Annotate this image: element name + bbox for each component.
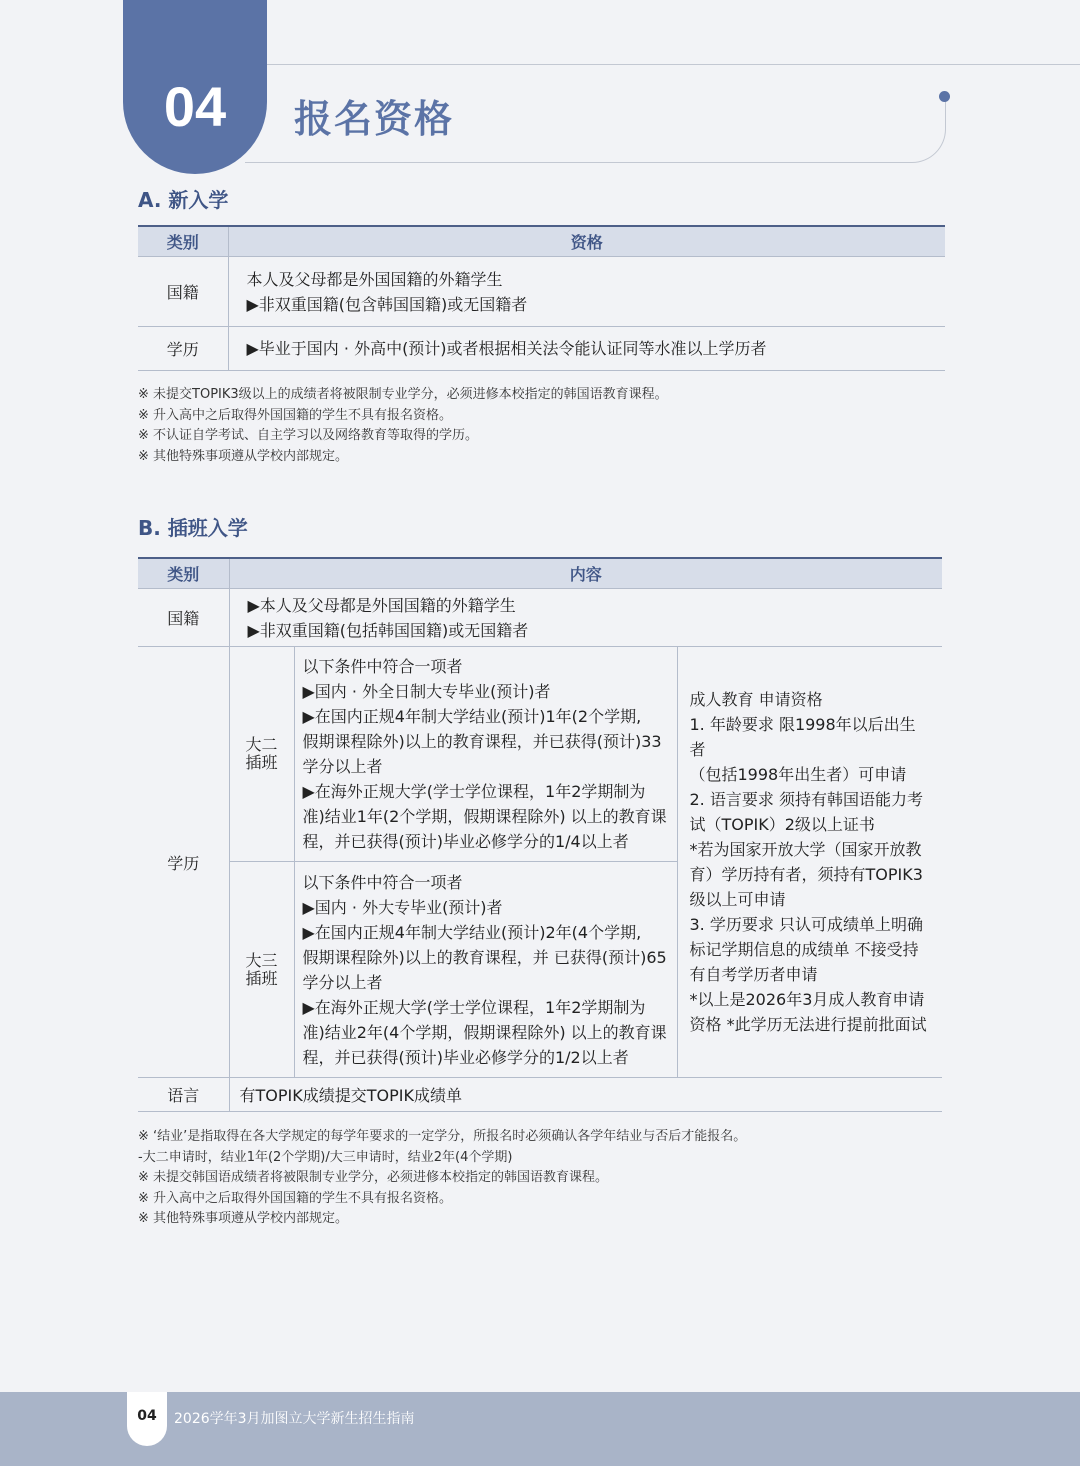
content-line: 假期课程除外)以上的教育课程，并已获得(预计)33 — [302, 732, 662, 751]
year3-transfer-label — [229, 862, 294, 1078]
row-category: 国籍 — [138, 257, 228, 327]
content-line: 标记学期信息的成绩单 不接受持 — [689, 940, 919, 959]
label-line: 插班 — [245, 968, 278, 988]
table-row — [138, 589, 942, 647]
content-line: 准)结业2年(4个学期，假期课程除外) 以上的教育课 — [302, 1022, 667, 1042]
content-line: （包括1998年出生者）可申请 — [689, 765, 907, 784]
content-line: ▶毕业于国内 · 外高中(预计)或者根据相关法令能认证同等水准以上学历者 — [246, 339, 767, 358]
note-line: ※ 升入高中之后取得外国国籍的学生不具有报名资格。 — [138, 407, 453, 423]
content-line: ▶在海外正规大学(学士学位课程，1年2学期制为 — [302, 997, 646, 1017]
content-line: ▶国内 · 外全日制大专毕业(预计)者 — [302, 682, 551, 701]
adult-education-requirements — [677, 647, 942, 1078]
note-line: ※ 未提交韩国语成绩者将被限制专业学分，必须进修本校指定的韩国语教育课程。 — [138, 1170, 609, 1185]
section-b-heading: B. 插班入学 — [138, 516, 248, 540]
row-content — [228, 257, 945, 327]
table-row — [138, 327, 945, 371]
row-category: 国籍 — [138, 589, 229, 647]
content-line: 假期课程除外)以上的教育课程，并 已获得(预计)65 — [302, 947, 667, 967]
content-line: ▶在国内正规4年制大学结业(预计)2年(4个学期, — [302, 922, 642, 942]
content-line: ▶非双重国籍(包括韩国国籍)或无国籍者 — [247, 620, 529, 640]
content-line: 资格 *此学历无法进行提前批面试 — [689, 1015, 927, 1034]
table-row — [138, 257, 945, 327]
content-line: ▶在海外正规大学(学士学位课程，1年2学期制为 — [302, 782, 646, 801]
content-line: ▶国内 · 外大专毕业(预计)者 — [302, 897, 503, 917]
content-line: *若为国家开放大学（国家开放教 — [689, 840, 922, 859]
content-line: 学分以上者 — [302, 757, 383, 776]
header-rule — [267, 64, 1080, 65]
content-line: 准)结业1年(2个学期，假期课程除外) 以上的教育课 — [302, 807, 667, 826]
row-category: 学历 — [138, 327, 228, 371]
label-line: 插班 — [245, 753, 278, 772]
section-a-notes — [138, 385, 668, 467]
label-line: 大三 — [245, 950, 278, 970]
content-line: ▶在国内正规4年制大学结业(预计)1年(2个学期, — [302, 707, 642, 726]
content-line: 试（TOPIK）2级以上证书 — [689, 815, 875, 834]
page-number-large: 04 — [163, 75, 227, 138]
content-line: 以下条件中符合一项者 — [302, 872, 463, 892]
content-line: 程，并已获得(预计)毕业必修学分的1/4以上者 — [302, 832, 629, 851]
content-line: 3. 学历要求 只认可成绩单上明确 — [689, 915, 923, 934]
label-line: 大二 — [245, 735, 278, 754]
content-line: 有自考学历者申请 — [689, 965, 818, 984]
header-category: 类别 — [138, 558, 229, 589]
row-category: 学历 — [138, 647, 229, 1078]
year2-transfer-label — [229, 647, 294, 862]
content-line: 学分以上者 — [302, 972, 383, 992]
header-category: 类别 — [138, 226, 228, 257]
content-line: 本人及父母都是外国国籍的外籍学生 — [246, 269, 503, 289]
row-category: 语言 — [138, 1078, 229, 1112]
header-content: 内容 — [229, 558, 942, 589]
content-line: 2. 语言要求 须持有韩国语能力考 — [689, 790, 923, 809]
content-line: 育）学历持有者，须持有TOPIK3 — [689, 865, 923, 884]
section-a-heading: A. 新入学 — [138, 188, 229, 212]
section-b-notes — [138, 1127, 746, 1230]
note-line: ※ ‘结业’是指取得在各大学规定的每学年要求的一定学分，所报名时必须确认各学年结业与否后才能报名。 — [138, 1129, 747, 1144]
header-content: 资格 — [228, 226, 945, 257]
content-line: 1. 年龄要求 限1998年以后出生者 — [689, 715, 916, 759]
note-line: ※ 未提交TOPIK3级以上的成绩者将被限制专业学分，必须进修本校指定的韩国语教育课程。 — [138, 387, 668, 402]
row-content — [229, 589, 942, 647]
footer-title: 2026学年3月加图立大学新生招生指南 — [174, 1411, 415, 1427]
bullet-dot-icon — [939, 91, 950, 102]
note-line: ※ 其他特殊事项遵从学校内部规定。 — [138, 1211, 349, 1226]
note-line: -大二申请时，结业1年(2个学期)/大三申请时，结业2年(4个学期) — [138, 1149, 513, 1165]
page-title: 报名资格 — [294, 97, 455, 141]
content-line: 以下条件中符合一项者 — [302, 657, 463, 676]
section-a-table — [138, 225, 945, 371]
note-line: ※ 升入高中之后取得外国国籍的学生不具有报名资格。 — [138, 1190, 453, 1206]
content-line: ▶本人及父母都是外国国籍的外籍学生 — [247, 595, 516, 615]
content-line: 级以上可申请 — [689, 890, 786, 909]
year3-conditions — [294, 862, 677, 1078]
content-line: *以上是2026年3月成人教育申请 — [689, 990, 925, 1009]
table-row — [138, 647, 942, 862]
note-line: ※ 其他特殊事项遵从学校内部规定。 — [138, 448, 349, 464]
row-content: 有TOPIK成绩提交TOPIK成绩单 — [229, 1078, 942, 1112]
note-line: ※ 不认证自学考试、自主学习以及网络教育等取得的学历。 — [138, 428, 479, 443]
section-b-table — [138, 557, 942, 1112]
footer-page-number: 04 — [137, 1408, 157, 1424]
table-row — [138, 1078, 942, 1112]
content-line: 程，并已获得(预计)毕业必修学分的1/2以上者 — [302, 1047, 629, 1067]
content-line: 成人教育 申请资格 — [689, 690, 823, 709]
row-content — [228, 327, 945, 371]
year2-conditions — [294, 647, 677, 862]
content-line: ▶非双重国籍(包含韩国国籍)或无国籍者 — [246, 294, 528, 314]
